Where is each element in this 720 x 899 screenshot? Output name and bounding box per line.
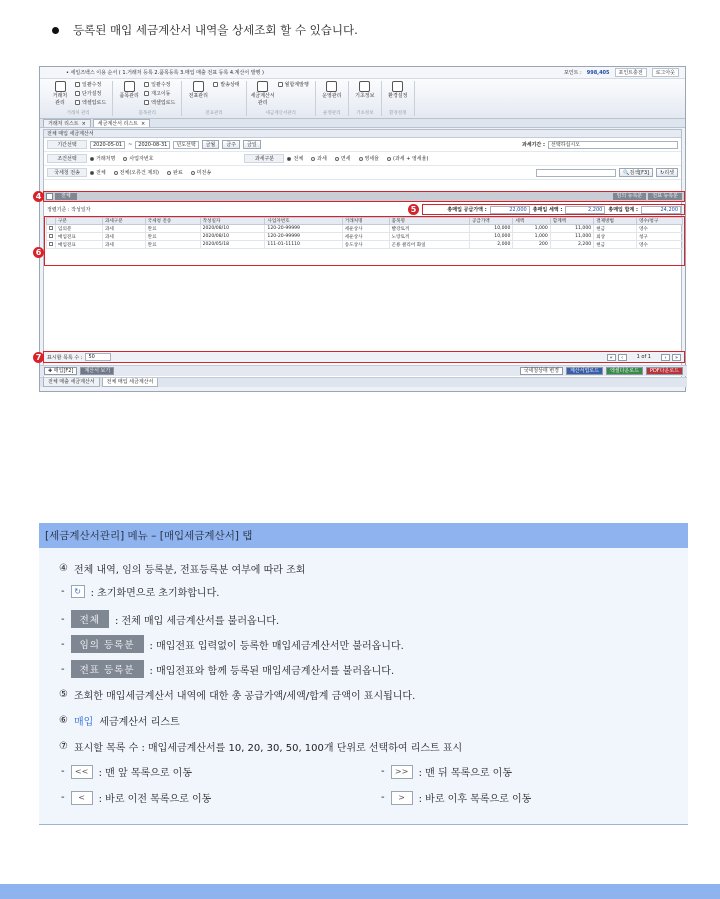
table-cell: 세운상사 [342,225,389,233]
period-label: 기간선택 [47,140,87,149]
radio-nts-done[interactable]: 완료 [167,169,183,176]
points-label: 포인트 : [563,70,582,76]
ribbon-small-button[interactable]: 일괄수정 [144,81,175,88]
ribbon-group [113,81,182,116]
search-icon: 🔍 [623,170,630,176]
document-icon [193,81,204,92]
document-icon [359,81,370,92]
column-header[interactable]: 결제방법 [594,218,637,225]
page-size-label: 표시할 목록 수 : [47,354,83,361]
table-cell: 11,000 [550,233,593,241]
tab-sales-invoices[interactable]: 전체 매출 세금계산서 [43,378,100,387]
marker-6: 6 [33,247,44,258]
ribbon-caption: 거래처 관리 [66,111,90,116]
prev-page-button[interactable]: ‹ [618,354,627,361]
document-icon [124,81,135,92]
total-tax: 2,200 [565,206,605,214]
plus-icon: ✚ [48,368,53,374]
purchase-button[interactable]: ✚ 매입[F2] [44,367,77,375]
column-header[interactable]: 영수/청구 [636,218,682,225]
column-header[interactable]: 작성일자 [200,218,265,225]
table-cell: 2020/08/10 [200,233,265,241]
table-cell: 빨강토끼 [389,225,469,233]
today-button[interactable]: 금일 [243,140,261,149]
page-info: 1 of 1 [636,354,651,360]
refresh-icon: ↻ [71,585,85,598]
last-desc: - >> : 맨 뒤 목록으로 이동 [381,766,512,779]
ribbon-group [382,81,415,116]
temp-desc: - 임의 등록분 : 매입전표 입력없이 등록한 매입세금계산서만 불러옵니다. [61,635,404,653]
app-screenshot [35,66,686,392]
ribbon-small-button[interactable]: 일괄수정 [75,81,106,88]
logout-button[interactable]: 로그아웃 [652,68,679,77]
table-cell: 임의분 [56,225,103,233]
ribbon-small-button[interactable]: 단가설정 [75,90,106,97]
table-cell: 과세 [102,225,145,233]
view-invoice-button[interactable]: 계산서 보기 [80,367,114,375]
refresh-desc: - ↻ : 초기화면으로 초기화합니다. [61,586,220,599]
small-icon [75,100,80,105]
column-header[interactable]: 과세구분 [102,218,145,225]
search-input[interactable] [536,169,616,177]
table-cell: 2,000 [469,241,512,249]
document-icon [55,81,66,92]
ribbon-caption: 세금계산서관리 [265,111,296,116]
table-cell: 영수 [636,241,682,249]
table-cell: 10,000 [469,233,512,241]
slip-registered-button[interactable]: 전표 등록분 [648,193,682,200]
radio-client-name[interactable]: 거래처명 [90,155,115,162]
close-icon[interactable]: × [81,120,86,127]
prev-desc: - < : 바로 이전 목록으로 이동 [61,792,212,805]
item-4: ④ 전체 내역, 임의 등록분, 전표등록분 여부에 따라 조회 [59,563,306,576]
ribbon-big-button[interactable]: 세금계산서 관리 [253,81,273,106]
app-topbar [40,67,685,79]
radio-nts-no-error[interactable]: 전체(오류건 제외) [114,169,159,176]
document-icon [326,81,337,92]
table-cell: 현금 [594,225,637,233]
ribbon-group [316,81,349,116]
year-select[interactable]: 년도선택 [173,141,198,149]
all-chip: 전체 [71,610,109,628]
points-value: 998,405 [586,69,610,76]
table-cell: 청구 [636,233,682,241]
ribbon-big-button[interactable]: 전표관리 [188,81,208,99]
ribbon-big-button[interactable]: 품목관리 [119,81,139,106]
column-header[interactable]: 세액 [513,218,550,225]
table-cell: 2,200 [550,241,593,249]
radio-tax-exempt[interactable]: 면세 [335,155,351,162]
ribbon-caption: 기초정보 [356,111,374,116]
small-icon [144,100,149,105]
table-cell: 매입전표 [56,241,103,249]
first-desc: - << : 맨 앞 목록으로 이동 [61,766,192,779]
bullet-icon [52,27,59,34]
ribbon-small-button[interactable]: 엑셀업로드 [144,99,175,106]
search-button[interactable]: 🔍검색[F3] [619,168,653,177]
lower-tabs [40,377,687,387]
table-cell: 10,000 [469,225,512,233]
total-supply: 22,000 [490,206,530,214]
close-icon[interactable]: × [141,120,146,127]
table-cell: 완료 [145,233,200,241]
condition-label: 조건선택 [47,154,87,163]
intro-text: 등록된 매입 세금계산서 내역을 상세조회 할 수 있습니다. [73,23,358,37]
temp-chip: 임의 등록분 [71,635,144,653]
slip-desc: - 전표 등록분 : 매입전표와 함께 등록된 매입세금계산서를 불러옵니다. [61,660,394,678]
small-icon [75,82,80,87]
marker-5: 5 [408,204,419,215]
temp-registered-button[interactable]: 임의 등록분 [613,193,647,200]
next-page-button[interactable]: › [661,354,670,361]
all-desc: - 전체 : 전체 매입 세금계산서를 불러옵니다. [61,610,279,628]
tab-client-list[interactable]: 거래처 리스트 × [43,119,91,127]
bottom-toolbar [40,365,687,376]
explanation-box [39,523,688,825]
column-header[interactable]: 합계액 [550,218,593,225]
column-header[interactable]: 구분 [56,218,103,225]
tax-period-label: 과세기간 : [521,142,545,148]
small-icon [278,82,283,87]
last-chip: >> [391,765,413,779]
tax-type-label: 과세구분 [244,154,284,163]
ribbon-caption: 품목관리 [138,111,156,116]
table-cell: 11,000 [550,225,593,233]
ribbon-group [44,81,113,116]
document-tabs [40,119,685,128]
date-to-input[interactable]: 2020-08-31 [135,141,170,149]
table-cell: 2020/08/10 [200,225,265,233]
first-page-button[interactable]: « [607,354,616,361]
all-button[interactable]: 전체 [55,193,77,200]
panel-title: 전체 매입 세금계산서 [44,130,681,138]
table-cell: 과세 [102,233,145,241]
small-icon [144,82,149,87]
condition-row [44,152,681,166]
ribbon-small-button[interactable]: 발송상태 [213,81,239,88]
ribbon-big-button[interactable]: 환경설정 [388,81,408,99]
ribbon [40,79,685,119]
radio-tax-combined[interactable]: (과세 + 영세율) [387,155,428,162]
table-cell: 송도상사 [342,241,389,249]
table-cell: 120-20-99999 [265,225,342,233]
this-week-button[interactable]: 금주 [222,140,240,149]
slip-chip: 전표 등록분 [71,660,144,678]
table-cell: 완료 [145,241,200,249]
marker-4: 4 [33,191,44,202]
table-cell: 200 [513,241,550,249]
radio-nts-unsent[interactable]: 미전송 [191,169,212,176]
table-cell: 세운상사 [342,233,389,241]
total-sum: 24,200 [641,206,681,214]
ribbon-group [349,81,382,116]
tab-purchase-invoices[interactable]: 전체 매입 세금계산서 [102,378,159,387]
tab-invoice-list[interactable]: 세금계산서 리스트 × [93,119,150,127]
ribbon-group [182,81,246,116]
item-6: ⑥ 매입 세금계산서 리스트 [59,715,180,728]
nts-label: 국세청 전송 [47,168,87,177]
period-row: 기간선택 2020-05-01 ~ 2020-08-31 년도선택 금월 금주 금일 과세기간 : 선택하십시오 [44,138,681,152]
column-header[interactable]: 사업자번호 [265,218,342,225]
column-header[interactable]: 품목명 [389,218,469,225]
table-cell: 1,000 [513,233,550,241]
charge-button[interactable]: 포인트충전 [615,68,647,77]
radio-nts-all[interactable]: 전체 [90,169,106,176]
table-cell: 매입전표 [56,233,103,241]
table-cell: 곤룡 클리어 화일 [389,241,469,249]
sort-label: 정렬기준 : 작성일자 [47,207,91,213]
excel-download-button[interactable]: 엑셀다운로드 [606,367,643,375]
column-header[interactable]: 거래처명 [342,218,389,225]
small-icon [144,91,149,96]
ribbon-big-button[interactable]: 거래처 관리 [50,81,70,106]
radio-tax-zero[interactable]: 영세율 [359,155,380,162]
ribbon-big-button[interactable]: 기초정보 [355,81,375,99]
item-5: ⑤ 조회한 매입세금계산서 내역에 대한 총 공급가액/세액/합계 금액이 표시됩니다. [59,689,416,702]
invoice-upload-button[interactable]: 계산서업로드 [566,367,603,375]
table-cell: 2020/05/18 [200,241,265,249]
prev-chip: < [71,791,93,805]
this-month-button[interactable]: 금월 [202,140,220,149]
footer-band [0,884,720,899]
radio-tax-all[interactable]: 전체 [287,155,303,162]
table-cell: 노랑토끼 [389,233,469,241]
pdf-download-button[interactable]: PDF다운로드 [646,367,683,375]
radio-tax-taxable[interactable]: 과세 [311,155,327,162]
tax-period-select[interactable]: 선택하십시오 [548,141,678,149]
usage-steps: • 세일즈백스 이용 순서 ( 1.거래처 등록 2.품목등록 3.매입 매출 전표 등록 4.계산서 발행 ) [66,70,264,76]
table-cell: 외상 [594,233,637,241]
ribbon-small-button[interactable]: 월합계발행 [278,81,309,88]
ribbon-big-button[interactable]: 운영관리 [322,81,342,99]
ribbon-small-button[interactable]: 재고이동 [144,90,175,97]
ribbon-caption: 운영관리 [323,111,341,116]
marker-7: 7 [33,352,44,363]
table-cell: 120-20-99999 [265,233,342,241]
table-cell: 영수 [636,225,682,233]
small-icon [213,82,218,87]
last-page-button[interactable]: » [672,354,681,361]
ribbon-caption: 전표관리 [205,111,223,116]
nts-row [44,166,681,180]
explanation-header: [세금계산서관리] 메뉴 – [매입세금계산서] 탭 [39,523,688,548]
first-chip: << [71,765,93,779]
document-icon [257,81,268,92]
nts-status-button[interactable]: 국세청상태 변경 [520,367,563,375]
reset-icon: ↻ [660,170,665,176]
totals: 총매입 공급가액 : 22,000 총매입 세액 : 2,200 총매입 합계 : 24,200 [447,206,681,214]
reset-button[interactable]: ↻리셋 [656,168,678,177]
table-cell: 1,000 [513,225,550,233]
column-header[interactable]: 국세청 전송 [145,218,200,225]
table-cell: 111-01-11110 [265,241,342,249]
next-chip: > [391,791,413,805]
ribbon-small-button[interactable]: 엑셀업로드 [75,99,106,106]
page-size-select[interactable]: 50 [85,353,111,361]
small-icon [75,91,80,96]
column-header[interactable]: 공급가액 [469,218,512,225]
table-cell: 과세 [102,241,145,249]
intro-line [52,22,358,38]
table-cell: 완료 [145,225,200,233]
ribbon-group [247,81,316,116]
document-icon [392,81,403,92]
item-7: ⑦ 표시할 목록 수 : 매입세금계산서를 10, 20, 30, 50, 100개 단위로 선택하여 리스트 표시 [59,741,463,754]
ribbon-caption: 환경설정 [389,111,407,116]
radio-biz-number[interactable]: 사업자번호 [123,155,153,162]
next-desc: - > : 바로 이후 목록으로 이동 [381,792,532,805]
date-from-input[interactable]: 2020-05-01 [90,141,125,149]
table-cell: 현금 [594,241,637,249]
